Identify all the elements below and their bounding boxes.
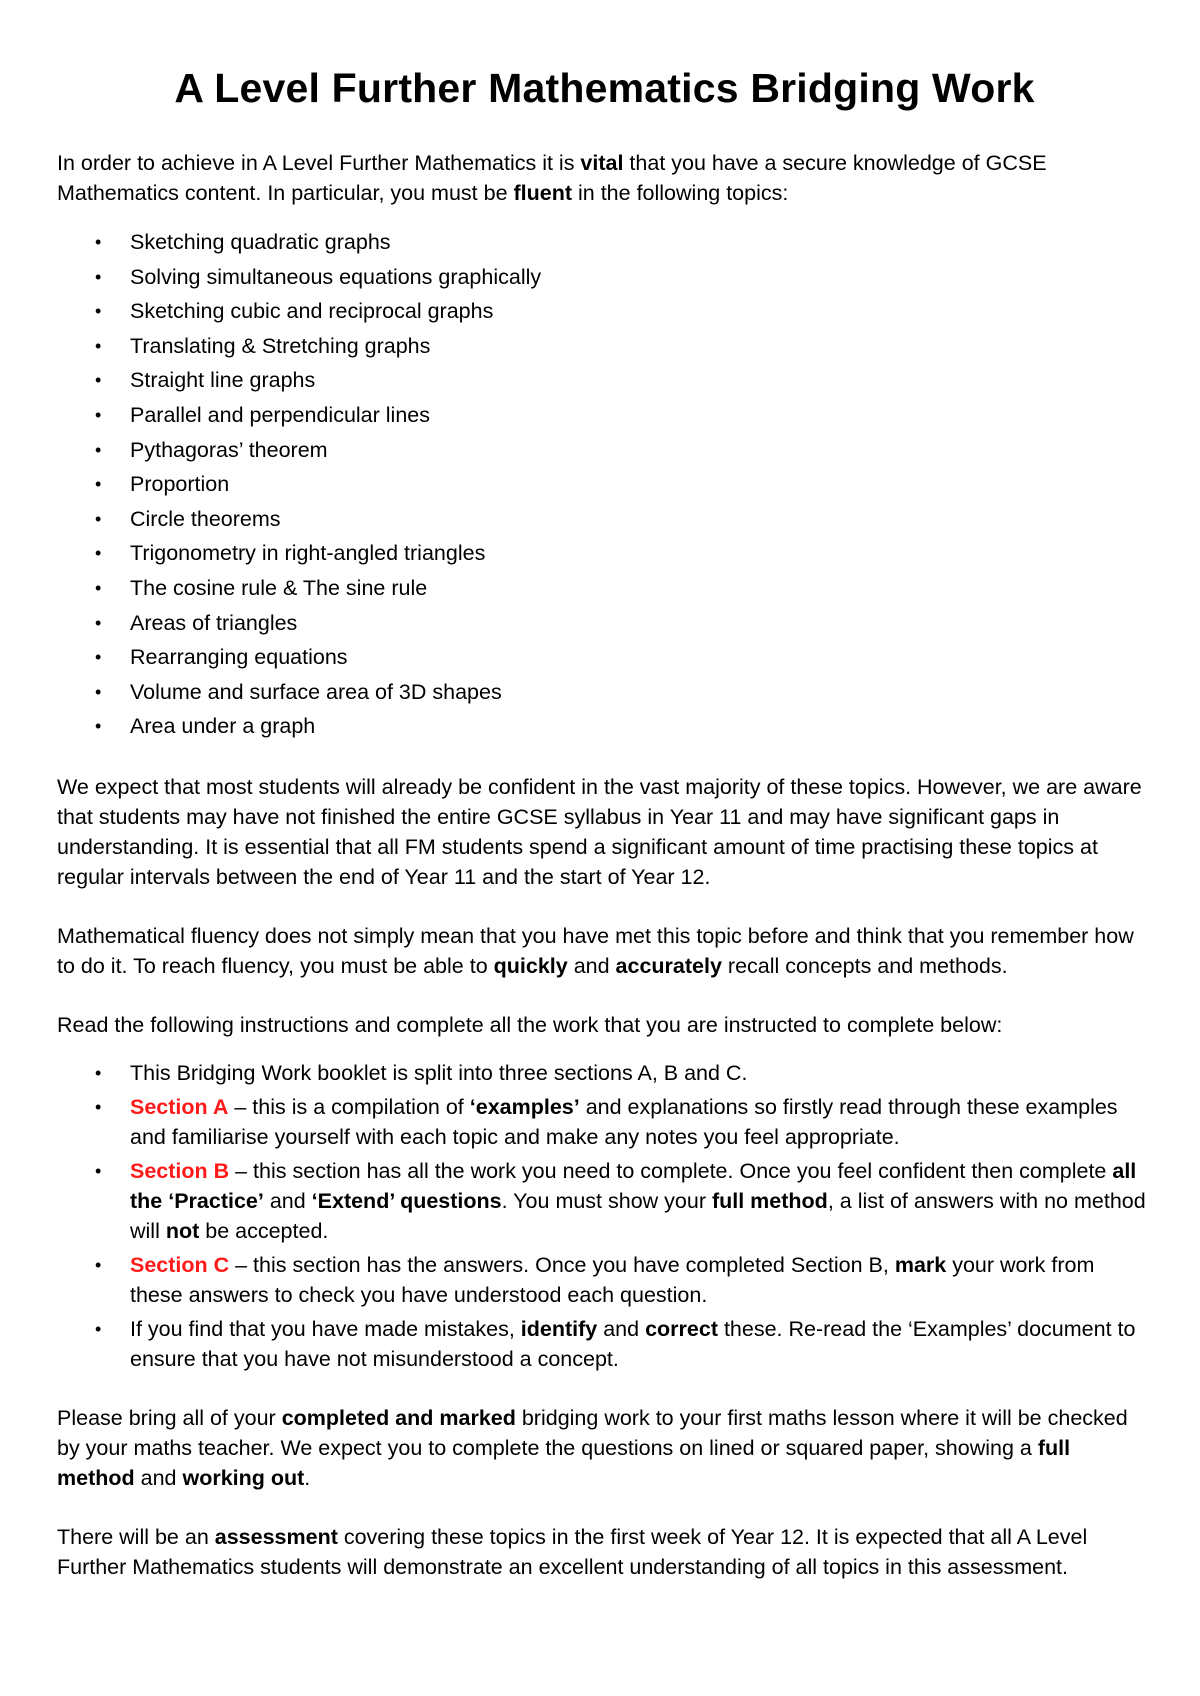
bring-work-paragraph: Please bring all of your completed and marked bridging work to your first maths lesson where it will be checked by your maths teacher. We expect you to complete the questions on lined or squared paper, showing a full method and working out.: [57, 1406, 1128, 1491]
list-item: • Pythagoras’ theorem: [57, 435, 1152, 465]
list-item: • Straight line graphs: [57, 365, 1152, 395]
bullet-icon: •: [95, 1161, 102, 1182]
bullet-icon: •: [95, 716, 102, 737]
bullet-icon: •: [95, 404, 102, 425]
document-page: [57, 62, 1152, 1582]
emphasis-fluent: fluent: [513, 181, 573, 205]
bullet-icon: •: [95, 1063, 102, 1084]
fluency-paragraph: Mathematical fluency does not simply mean that you have met this topic before and think that you remember how to do it. To reach fluency, you must be able to quickly and accurately recall concepts and methods.: [57, 924, 1134, 979]
intro-paragraph: In order to achieve in A Level Further Mathematics it is vital that you have a secure knowledge of GCSE Mathematics content. In particular, you must be fluent in the following topics:: [57, 151, 1047, 205]
list-item: • Solving simultaneous equations graphically: [57, 262, 1152, 292]
list-item: • The cosine rule & The sine rule: [57, 573, 1152, 603]
instructions-intro: Read the following instructions and complete all the work that you are instructed to complete below:: [57, 1013, 1003, 1038]
topics-list: [57, 227, 1152, 741]
section-c-label: Section C: [130, 1253, 230, 1278]
list-item: • Area under a graph: [57, 711, 1152, 741]
expectation-paragraph: We expect that most students will already be confident in the vast majority of these topics. However, we are aware that students may have not finished the entire GCSE syllabus in Year 11 and may have significant gaps in understanding. It is essential that all FM students spend a significant amount of time practising these topics at regular intervals between the end of Year 11 and the start of Year 12.: [57, 775, 1142, 890]
list-item: • Volume and surface area of 3D shapes: [57, 677, 1152, 707]
list-item-section-b: • Section B – this section has all the work you need to complete. Once you feel confident then complete all the ‘Practice’ and ‘Extend’ questions. You must show your full method, a list of answers with no method will not be accepted.: [57, 1156, 1152, 1246]
list-item: • This Bridging Work booklet is split into three sections A, B and C.: [57, 1058, 1152, 1088]
bullet-icon: •: [95, 1319, 102, 1340]
list-item: • Circle theorems: [57, 504, 1152, 534]
list-item: • Trigonometry in right-angled triangles: [57, 538, 1152, 568]
bullet-icon: •: [95, 474, 102, 495]
list-item: • Areas of triangles: [57, 608, 1152, 638]
bullet-icon: •: [95, 266, 102, 287]
list-item: • Parallel and perpendicular lines: [57, 400, 1152, 430]
list-item: • Sketching quadratic graphs: [57, 227, 1152, 257]
bullet-icon: •: [95, 543, 102, 564]
bullet-icon: •: [95, 370, 102, 391]
list-item-section-c: • Section C – this section has the answers. Once you have completed Section B, mark your work from these answers to check you have understood each question.: [57, 1250, 1152, 1310]
section-a-label: Section A: [130, 1095, 229, 1120]
list-item: • Rearranging equations: [57, 642, 1152, 672]
bullet-icon: •: [95, 508, 102, 529]
emphasis-quickly: quickly: [493, 954, 568, 979]
emphasis-vital: vital: [580, 151, 624, 175]
bullet-icon: •: [95, 301, 102, 322]
instructions-list: [57, 1058, 1152, 1374]
page-title: A Level Further Mathematics Bridging Work: [174, 65, 1035, 111]
section-b-label: Section B: [130, 1159, 230, 1184]
bullet-icon: •: [95, 1097, 102, 1118]
list-item: • Translating & Stretching graphs: [57, 331, 1152, 361]
bullet-icon: •: [95, 612, 102, 633]
list-item: • If you find that you have made mistakes, identify and correct these. Re-read the ‘Examples’ document to ensure that you have not misunderstood a concept.: [57, 1314, 1152, 1374]
bullet-icon: •: [95, 232, 102, 252]
bullet-icon: •: [95, 577, 102, 598]
list-item: • Proportion: [57, 469, 1152, 499]
bullet-icon: •: [95, 681, 102, 702]
bullet-icon: •: [95, 647, 102, 668]
bullet-icon: •: [95, 1255, 102, 1276]
emphasis-accurately: accurately: [615, 954, 722, 979]
list-item: • Sketching cubic and reciprocal graphs: [57, 296, 1152, 326]
list-item-section-a: • Section A – this is a compilation of ‘examples’ and explanations so firstly read through these examples and familiarise yourself with each topic and make any notes you feel appropriate.: [57, 1092, 1152, 1152]
bullet-icon: •: [95, 335, 102, 356]
assessment-paragraph: There will be an assessment covering these topics in the first week of Year 12. It is expected that all A Level Further Mathematics students will demonstrate an excellent understanding of all topics in this assessment.: [57, 1525, 1088, 1580]
bullet-icon: •: [95, 439, 102, 460]
